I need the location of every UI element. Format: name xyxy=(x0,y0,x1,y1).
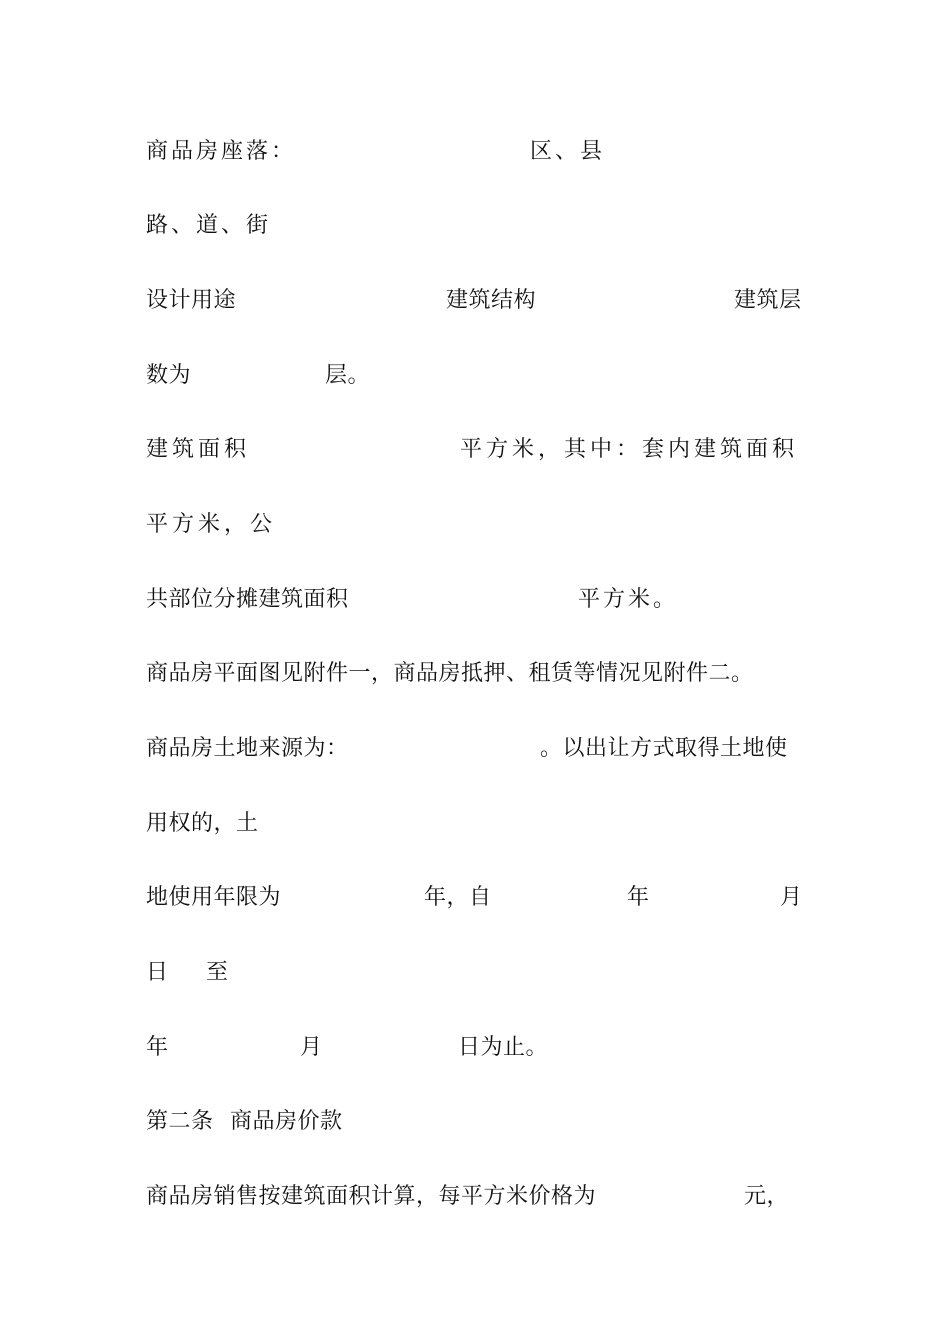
label-building-floors: 建筑层 xyxy=(734,288,802,313)
label-use-right: 用权的，土 xyxy=(146,811,259,836)
label-sqm-inner-area: 平方米，其中：套内建筑面积 xyxy=(460,437,799,462)
label-shared-area: 共部位分摊建筑面积 xyxy=(146,587,349,612)
line-land-term xyxy=(0,878,950,918)
line-floor-count xyxy=(0,356,950,396)
label-year: 年 xyxy=(627,885,650,910)
line-end-date xyxy=(0,1028,950,1068)
line-price xyxy=(0,1177,950,1217)
line-use-right xyxy=(0,804,950,844)
label-price-per-sqm: 商品房销售按建筑面积计算，每平方米价格为 xyxy=(146,1184,597,1209)
label-road-street: 路、道、街 xyxy=(146,213,272,238)
label-to: 至 xyxy=(206,960,229,985)
line-land-source xyxy=(0,729,950,769)
label-end-year: 年 xyxy=(146,1035,169,1060)
label-building-structure: 建筑结构 xyxy=(446,288,537,313)
line-sqm-public xyxy=(0,505,950,545)
line-design-use xyxy=(0,281,950,321)
line-day-to xyxy=(0,953,950,993)
line-road xyxy=(0,206,950,246)
article-title: 商品房价款 xyxy=(230,1109,343,1134)
label-day: 日 xyxy=(146,960,169,985)
label-floors-unit: 层。 xyxy=(325,363,371,388)
label-end-day: 日为止。 xyxy=(458,1035,549,1060)
label-month: 月 xyxy=(780,885,803,910)
label-land-transfer: 。以出让方式取得土地使 xyxy=(540,736,788,761)
label-land-term: 地使用年限为 xyxy=(146,885,282,910)
label-property-location: 商品房座落： xyxy=(146,139,297,164)
label-building-area: 建筑面积 xyxy=(146,437,251,462)
line-shared-area xyxy=(0,580,950,620)
label-year-from: 年，自 xyxy=(424,885,492,910)
line-property-location xyxy=(0,132,950,172)
label-count-is: 数为 xyxy=(146,363,192,388)
label-sqm-end: 平方米。 xyxy=(578,587,679,612)
line-building-area xyxy=(0,430,950,470)
label-attachments: 商品房平面图见附件一，商品房抵押、租赁等情况见附件二。 xyxy=(146,661,754,686)
line-attachments xyxy=(0,654,950,694)
label-district-county: 区、县 xyxy=(530,139,606,164)
label-design-use: 设计用途 xyxy=(146,288,237,313)
label-land-source: 商品房土地来源为： xyxy=(146,736,349,761)
label-end-month: 月 xyxy=(300,1035,323,1060)
label-yuan: 元， xyxy=(744,1184,790,1209)
article-number: 第二条 xyxy=(146,1109,214,1134)
label-sqm-public: 平方米，公 xyxy=(146,512,277,537)
line-article-two xyxy=(0,1102,950,1142)
